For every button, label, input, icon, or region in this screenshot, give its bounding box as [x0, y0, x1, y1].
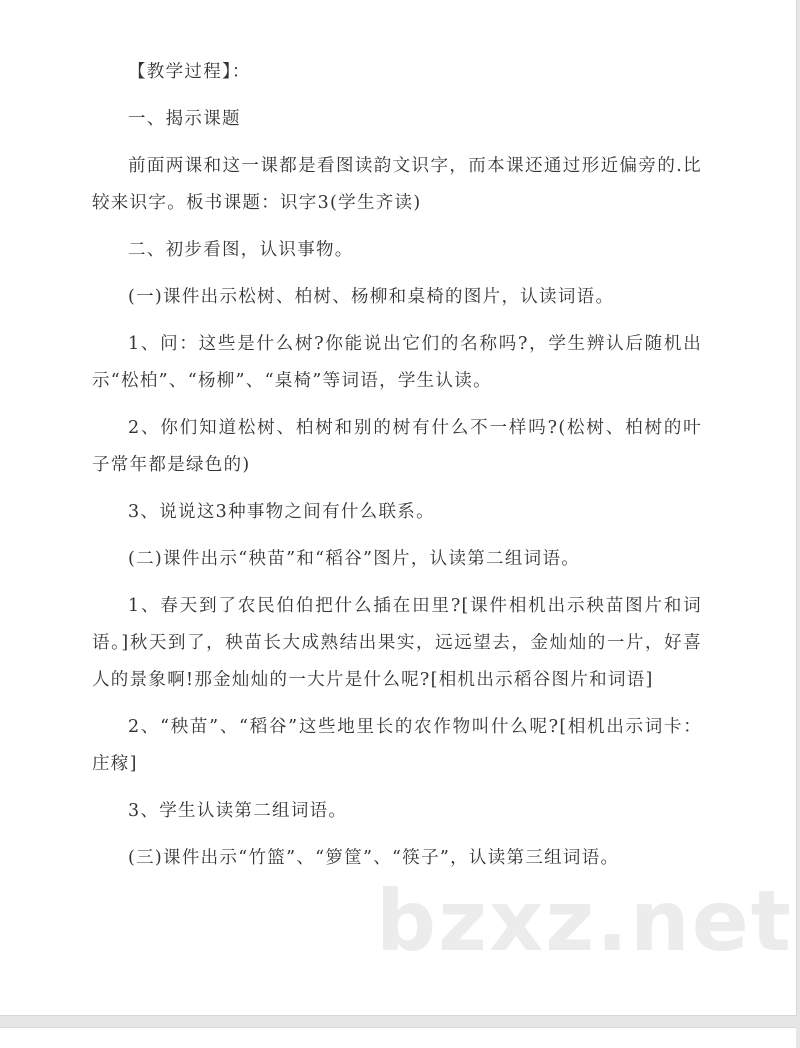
subheading: 一、揭示课题 — [128, 109, 241, 129]
paragraph: 1、春天到了农民伯伯把什么插在田里?[课件相机出示秧苗图片和词语。]秋天到了，秧苗长大成熟结出果实，远远望去，金灿灿的一片，好喜人的景象啊!那金灿灿的一大片是什么呢?[相机出示稻谷图片和词语] — [92, 596, 702, 690]
paragraph: (三)课件出示“竹篮”、“箩筐”、“筷子”，认读第三组词语。 — [128, 848, 620, 868]
paragraph: 前面两课和这一课都是看图读韵文识字，而本课还通过形近偏旁的.比较来识字。板书课题：识字3(学生齐读) — [92, 156, 702, 213]
section-heading: 【教学过程】： — [128, 62, 251, 82]
document-body — [92, 54, 702, 887]
subheading: 二、初步看图，认识事物。 — [128, 240, 354, 260]
paragraph: 3、说说这3种事物之间有什么联系。 — [128, 502, 435, 522]
paragraph: (一)课件出示松树、柏树、杨柳和桌椅的图片，认读词语。 — [128, 287, 615, 307]
paragraph: 2、你们知道松树、柏树和别的树有什么不一样吗?(松树、柏树的叶子常年都是绿色的) — [92, 418, 702, 475]
paragraph: (二)课件出示“秧苗”和“稻谷”图片，认读第二组词语。 — [128, 549, 581, 569]
watermark: bzxz.net — [376, 872, 793, 970]
paragraph: 2、“秧苗”、“稻谷”这些地里长的农作物叫什么呢?[相机出示词卡：庄稼] — [92, 717, 702, 774]
paragraph: 1、问：这些是什么树?你能说出它们的名称吗?，学生辨认后随机出示“松柏”、“杨柳”、“桌椅”等词语，学生认读。 — [92, 334, 702, 391]
paragraph: 3、学生认读第二组词语。 — [128, 801, 348, 821]
next-page — [0, 1027, 796, 1048]
